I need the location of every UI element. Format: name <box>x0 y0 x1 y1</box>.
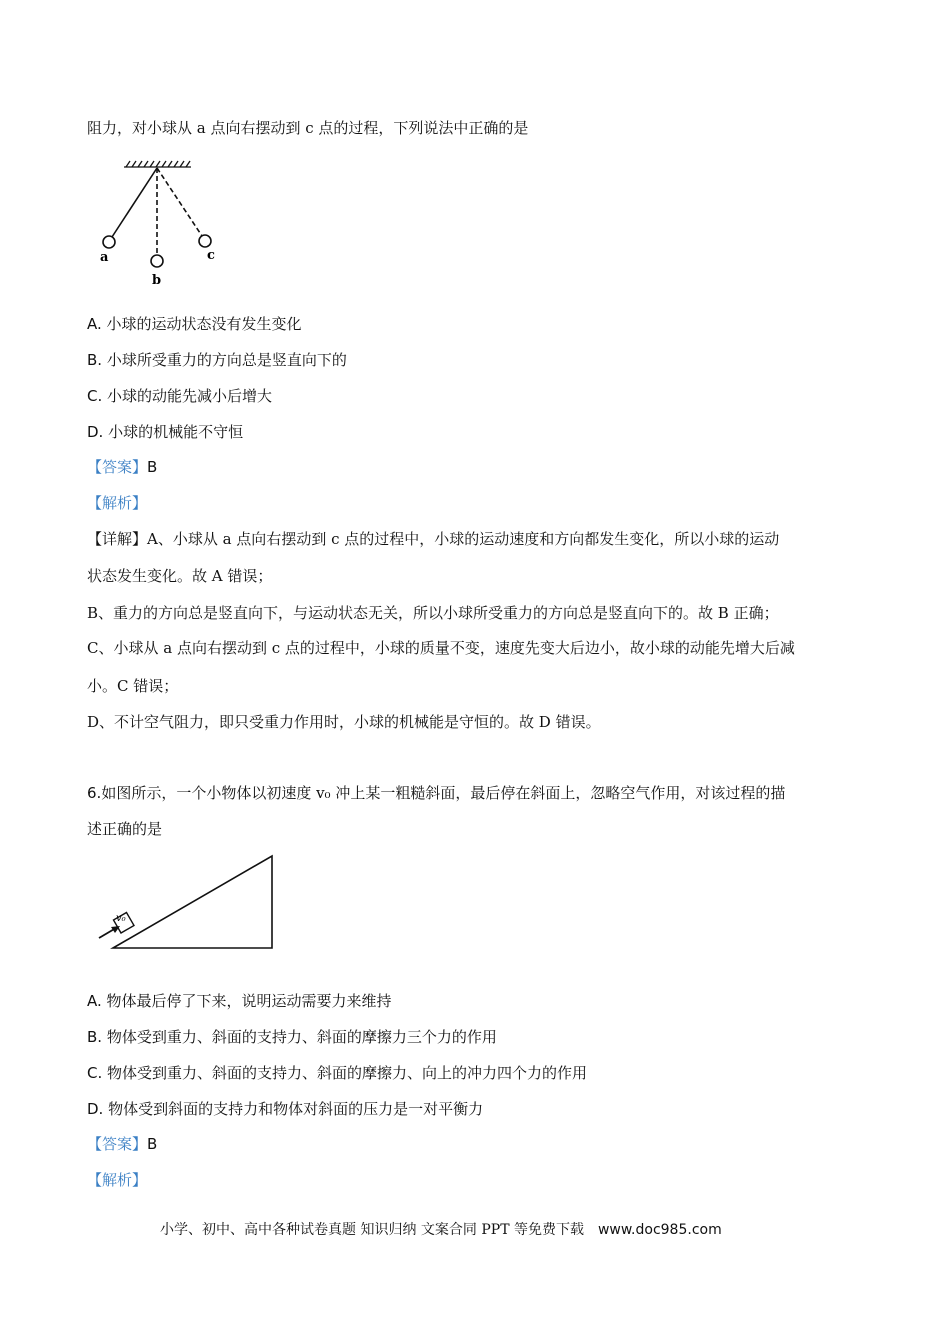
q6-analysis-tag: 【解析】 <box>87 1171 148 1189</box>
q6-option-b: B. 物体受到重力、斜面的支持力、斜面的摩擦力三个力的作用 <box>87 1028 497 1046</box>
label-a: a <box>100 250 109 265</box>
string-c <box>157 168 202 236</box>
q5-option-d: D. 小球的机械能不守恒 <box>87 423 244 441</box>
q5-option-b: B. 小球所受重力的方向总是竖直向下的 <box>87 351 347 369</box>
ball-a <box>103 236 115 248</box>
label-c: c <box>207 248 215 263</box>
ball-c <box>199 235 211 247</box>
q5-analysis-tag: 【解析】 <box>87 494 148 512</box>
footer-text: 小学、初中、高中各种试卷真题 知识归纳 文案合同 PPT 等免费下载 <box>160 1222 584 1238</box>
q5-option-c: C. 小球的动能先减小后增大 <box>87 387 273 405</box>
q6-stem-line2: 述正确的是 <box>87 820 163 838</box>
footer-url[interactable]: www.doc985.com <box>597 1222 722 1238</box>
q6-stem-line1: 6.如图所示，一个小物体以初速度 v₀ 冲上某一粗糙斜面，最后停在斜面上，忽略空气作用，对该过程的描 <box>87 784 786 802</box>
incline-figure <box>95 850 280 955</box>
q5-option-a: A. 小球的运动状态没有发生变化 <box>87 315 302 333</box>
incline-triangle <box>113 856 272 948</box>
q5-detail-line: 状态发生变化。故 A 错误； <box>87 567 273 585</box>
q6-answer: 【答案】B <box>87 1135 158 1153</box>
string-a <box>112 168 157 237</box>
q5-detail-line: 【详解】A、小球从 a 点向右摆动到 c 点的过程中，小球的运动速度和方向都发生变化，所以小球的运动 <box>87 530 780 548</box>
q5-detail-line: C、小球从 a 点向右摆动到 c 点的过程中，小球的质量不变，速度先变大后边小，故小球的动能先增大后减 <box>87 639 795 657</box>
q6-option-c: C. 物体受到重力、斜面的支持力、斜面的摩擦力、向上的冲力四个力的作用 <box>87 1064 588 1082</box>
q5-answer: 【答案】B <box>87 458 158 476</box>
v0-label: v₀ <box>116 913 126 924</box>
q5-stem: 阻力，对小球从 a 点向右摆动到 c 点的过程，下列说法中正确的是 <box>87 119 529 137</box>
q6-option-a: A. 物体最后停了下来，说明运动需要力来维持 <box>87 992 392 1010</box>
page-footer <box>160 1220 722 1240</box>
q5-detail-line: 小。C 错误； <box>87 677 179 695</box>
q5-detail-line: B、重力的方向总是竖直向下，与运动状态无关，所以小球所受重力的方向总是竖直向下的。故 B 正确； <box>87 604 779 622</box>
ball-b <box>151 255 163 267</box>
pendulum-figure <box>95 158 225 290</box>
ceiling-hatch <box>124 161 191 167</box>
q5-detail-line: D、不计空气阻力，即只受重力作用时，小球的机械能是守恒的。故 D 错误。 <box>87 713 601 731</box>
label-b: b <box>152 273 162 288</box>
q6-option-d: D. 物体受到斜面的支持力和物体对斜面的压力是一对平衡力 <box>87 1100 484 1118</box>
